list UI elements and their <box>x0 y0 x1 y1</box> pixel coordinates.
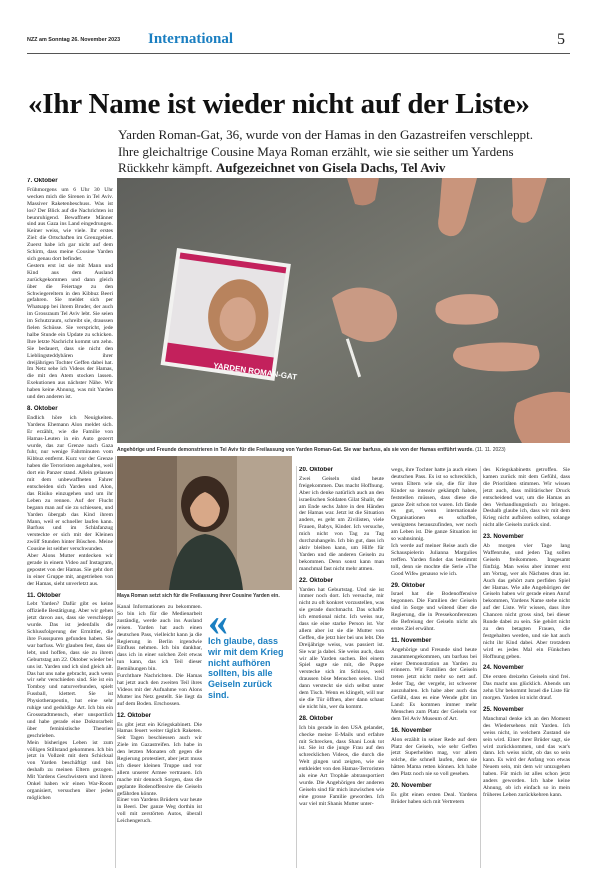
article-paragraph: Kanal Informationen zu bekommen. So bin ich für die Medienarbeit zuständig, werde auch ins Ausland reisen. Yarden hat auch einen deutschen Pass, vielleicht kann ja die Regierung in Berlin irgendwie Einfluss nehmen. Ich bin dankbar, dass ich in einer solchen Zeit etwas tun kann, das ich Teil dieser Bemühungen bin. <box>117 604 202 673</box>
maya-roman-illustration <box>117 456 292 590</box>
photo-caption-credit: (11. 11. 2023) <box>475 447 506 453</box>
text-column-4 <box>391 467 477 868</box>
headline: «Ihr Name ist wieder nicht auf der Liste» <box>28 88 530 120</box>
lead-text: Yarden Roman-Gat, 36, wurde von der Hamas in den Gazastreifen verschleppt. Ihre gleichaltrige Cousine Maya Roman erzählt, wie sie seither um Yardens Rückkehr kämpft. <box>118 127 533 175</box>
protest-photo-illustration <box>117 178 570 443</box>
date-heading: 11. Oktober <box>27 591 61 599</box>
article-paragraph: Endlich höre ich Neuigkeiten. Yardens Ehemann Alon meldet sich. Er erzählt, wie die Familie von Hamas-Leuten in ein Auto gezerrt wurde, das zur Grenze nach Gaza fuhr, nur wenige Fahrminuten vom Kibbuz entfernt. Kurz vor der Grenze haben die Terroristen angehalten, weil dort ein Panzer stand. Allein gelassen mit dem unbewaffneten Fahrer entscheiden sich Yarden und Alon, das Risiko einzugehen und um ihr Leben zu rennen. Auf der Flucht begann man auf sie zu schiessen, und Yarden übergab das Kind ihrem Mann, weil er schneller laufen kann. Barfuss und im Schlafanzug versteckte er sich mit der Kleinen zwölf Stunden hinter Büschen. Meine Cousine ist seither verschwunden. <box>27 414 113 553</box>
column-divider <box>115 456 116 868</box>
poster <box>161 248 291 381</box>
text-column-1 <box>27 178 113 868</box>
byline: Aufgezeichnet von Gisela Dachs, Tel Aviv <box>215 160 446 175</box>
section-title: International <box>148 31 234 47</box>
article-paragraph: Ich bin gerade in den USA gelandet, checke meine E-Mails und erfahre mit Schrecken, dass Shani Louk tot ist. Sie ist die junge Frau auf den schrecklichen Videos, die durch die Welt gingen und zeigten, wie sie entkleidet von den Hamas-Terroristen als eine Art Trophäe abtransportiert wurde. Die Angehörigen der anderen Geiseln sind für mich inzwischen wie eine grosse Familie geworden. Ich war viel mit Shanis Mutter unter- <box>299 724 384 807</box>
maya-roman-caption: Maya Roman setzt sich für die Freilassung ihrer Cousine Yarden ein. <box>117 593 280 599</box>
date-heading: 7. Oktober <box>27 178 58 184</box>
poster-name-text: YARDEN ROMAN-GAT <box>212 361 298 382</box>
quote-mark: « <box>208 599 228 644</box>
date-heading: 29. Oktober <box>391 581 426 589</box>
date-heading: 11. November <box>391 636 432 644</box>
article-paragraph: Gestern erst ist sie mit Mann und Kind aus dem Ausland zurückgekommen und dann gleich über die Feiertage zu den Schwiegereltern in den Kibbuz Beeri gefahren. Sie meldet sich per Whatsapp bei ihrem Bruder, der auch im Grossraum Tel Aviv lebt. Sie seien im Schutzraum, schreibt sie, draussen fielen Schüsse. Sie verspricht, jede halbe Stunde ein Update zu schicken. Ihre letzte Nachricht kommt um zehn. Sie bedauert, dass sie nicht den Lieblingsteddybären ihrer dreijährigen Tochter Geffen dabei hat. Im Netz sehe ich Videos der Hamas, die mit den Atem stocken lassen. Exekutionen aus nächster Nähe. Wir haben keine Ahnung, was mit Yarden und den anderen ist. <box>27 262 113 401</box>
article-paragraph: Es gibt jetzt ein Kriegskabinett. Die Hamas feuert weiter täglich Raketen. Seit Tagen beschiessen auch wir Ziele im Gazastreifen. Ich habe in den letzten Monaten oft gegen die Regierung protestiert, aber jetzt muss ich dieser kleinen Truppe und vor allem unserer Armee vertrauen. Ich mache mir dennoch Sorgen, dass die geplante Bodenoffensive die Geiseln gefährden könnte. <box>117 721 202 797</box>
article-paragraph: Aber Alons Mutter entdecken wir gerade in einem Video auf Instagram, gepostet von der Hamas. Sie geht dort in einer Gruppe mit, angetrieben von der Hamas, sieht unverletzt aus. <box>27 553 113 587</box>
text-column-3 <box>299 467 384 868</box>
date-heading: 28. Oktober <box>299 714 334 722</box>
date-heading: 12. Oktober <box>117 711 152 719</box>
article-paragraph: wegs, ihre Tochter hatte ja auch einen deutschen Pass. Es ist so schrecklich, wenn Eltern wie sie, die für ihre Kinder so intensiv gekämpft haben, feststellen müssen, dass diese die ganze Zeit schon tot waren. Ich fände es gut, wenn internationale Organisationen es schaffen, wenigstens herauszufinden, wer noch am Leben ist. Die ganze Situation ist so wahnsinnig. <box>391 467 477 543</box>
photo-caption <box>117 447 570 453</box>
date-heading: 20. November <box>391 782 432 790</box>
article-paragraph: Lebt Yarden? Dafür gibt es keine offizielle Bestätigung. Aber wir gehen jetzt davon aus, dass sie verschleppt wurde. Das ist jedenfalls die Schlussfolgerung der Ermittler, die ihre Fussspuren gefunden haben. Sie war barfuss. Wir glauben fest, dass sie lebt, und hoffen, dass sie zu ihrem Geburtstag am 22. Oktober wieder bei uns ist. Yarden und ich sind gleich alt. Das hat uns nahe gebracht, auch wenn wir sehr verschieden sind. Sie ist ein Tomboy und naturverbunden, spielt Fussball, klettert. Sie ist Physiotherapeutin, hat eine sehr ruhige und geduldige Art. Ich bin ein Grossstadtmensch, eher unsportlich und habe gerade eine Doktorarbeit über feministische Theorien geschrieben. <box>27 601 113 739</box>
article-paragraph: Alon erzählt in seiner Rede auf dem Platz der Geiseln, wie sehr Geffen jetzt Superhelden mag, vor allem solche, die schnell laufen, denn sie hätten Mama retten können. Ich habe den Platz noch nie so voll gesehen. <box>391 736 477 778</box>
column-divider <box>296 466 297 868</box>
lead-paragraph <box>118 127 548 177</box>
date-heading: 25. November <box>483 706 524 713</box>
article-paragraph: Die ersten dreizehn Geiseln sind frei. Das macht uns glücklich. Abends um zehn Uhr bekommt Israel die Liste für morgen. Yarden ist nicht drauf. <box>483 674 570 702</box>
date-heading: 23. November <box>483 533 524 541</box>
date-heading: 20. Oktober <box>299 467 334 473</box>
article-paragraph: Einer von Yardens Brüdern war heute in Beeri. Der ganze Weg dorthin ist voll mit zerstörten Autos, überall Leichengeruch. <box>117 797 202 825</box>
maya-roman-photo <box>117 456 292 590</box>
page-number: 5 <box>557 31 565 48</box>
article-paragraph: Yarden hat Geburtstag. Und sie ist immer noch dort. Ich versuche, mir nicht zu oft konkret vorzustellen, was sie gerade durchmacht. Das schaffe ich emotional nicht. Ich weiss nur, dass sie eine starke Person ist. Vor allem aber ist sie die Mutter von Geffen, die jetzt hier bei uns lebt. Die Dreijährige weiss, was passiert ist. Sie war ja dabei. Sie weiss auch, dass wir alle Yarden suchen. Bei einem Spiel sagte sie mit, die Puppe verstecke sich im Schloss, weil draussen böse Menschen seien. Und dann versteckt sie sich selbst unter dem Tisch. Wenn es klingelt, will nur sie die Tür öffnen, aber dann schaut sie nicht hin, wer da kommt. <box>299 586 384 710</box>
article-paragraph: Zwei Geiseln sind heute freigekommen. Das macht Hoffnung. Aber ich denke natürlich auch an den israelischen Soldaten Gilat Shalit, der am Ende sechs Jahre in den Händen der Hamas war. Jetzt ist die Situation anders, es geht um Zivilisten, viele Frauen, Babys, Kinder. Ich versuche, mich nicht von Tag zu Tag durchzuhangeln. Ich bin gut, dass ich aktiv bleiben kann, um Hilfe für Yarden und die anderen Geiseln zu bekommen. Denn sonst kann man manchmal fast nicht mehr atmen. <box>299 475 384 572</box>
date-heading: 16. November <box>391 726 432 734</box>
article-paragraph: des Kriegskabinetts getroffen. Sie kamen zurück mit dem Gefühl, dass die Prioritäten stimmen. Wir wissen jetzt auch, dass militärischer Druck entscheidend war, um die Hamas an den Verhandlungstisch zu bringen. Deshalb glaube ich, dass wir mit dem Krieg nicht aufhören sollten, solange nicht alle Geiseln zurück sind. <box>483 467 570 529</box>
date-heading: 24. November <box>483 664 524 672</box>
article-paragraph: Ab morgen vier Tage lang Waffenruhe, und jeden Tag sollen Geiseln freikommen. Insgesamt fünfzig. Man weiss aber immer erst am Vortag, wer als Nächstes dran ist. Auch das gehört zum perfiden Spiel der Hamas. Wie alle Angehörigen der Geiseln haben wir gerade einen Anruf bekommen, Yardens Name stehe nicht auf der Liste. Wir wissen, dass ihre Chancen nicht gross sind, bei dieser Runde dabei zu sein. Sie gehört nicht zu den betagten Frauen, die festgehalten werden, und sie hat auch nicht ihr Kind dabei. Aber trotzdem wird es jedes Mal ein Fünkchen Hoffnung geben. <box>483 543 570 660</box>
column-divider <box>480 466 481 868</box>
article-paragraph: Furchtbare Nachrichten. Die Hamas hat jetzt auch den zweiten Teil ihres Videos mit der Aufnahme von Alons Mutter ins Netz gestellt. Sie liegt da auf dem Boden. Erschossen. <box>117 673 202 707</box>
pull-quote: Ich glaube, dass wir mit dem Krieg nicht aufhören sollten, bis alle Geiseln zurück sind. <box>208 636 284 700</box>
date-heading: 8. Oktober <box>27 405 58 412</box>
article-paragraph: Israel hat die Bodenoffensive begonnen. Die Familien der Geiseln sind in Sorge und wütend über die Regierung, die in Pressekonferenzen die Befreiung der Geiseln nicht als erstes Ziel erwähnt. <box>391 591 477 632</box>
article-paragraph: Ich werde auf meiner Reise auch die Schauspielerin Julianna Margulies treffen. Yarden findet das bestimmt toll, denn sie mochte die Serie «The Good Wife» genauso wie ich. <box>391 542 477 577</box>
protest-photo <box>117 178 570 443</box>
publication-date: NZZ am Sonntag 26. November 2023 <box>27 37 121 43</box>
article-paragraph: Manchmal denke ich an den Moment des Wiedersehens mit Yarden. Ich weiss nicht, in welchem Zustand sie sein wird. Einer ihrer Brüder sagt, sie wird zurückkommen, und das war's dann. Ich weiss nicht, ob das so sein kann. Es wird der Anfang von etwas Neuem sein, mit dem wir umzugehen haben. Für mich ist alles schon jetzt anders geworden. Ich habe keine Ahnung, ob ich einfach so in mein früheres Leben zurückkehren kann. <box>483 715 570 798</box>
date-heading: 22. Oktober <box>299 576 334 584</box>
photo-caption-text: Angehörige und Freunde demonstrieren in Tel Aviv für die Freilassung von Yarden Roman-Gat. Sie war barfuss, als sie von der Hamas entführt wurde. <box>117 447 474 453</box>
article-paragraph: Mein bisheriges Leben ist zum völligen Stillstand gekommen. Ich bin jetzt in Vollzeit mit dem Schicksal von Yarden beschäftigt und bin deshalb zu meinen Eltern gezogen. Mit Yardens Geschwistern und ihrem Onkel haben wir einen War-Room organisiert, versuchen über jeden möglichen <box>27 739 113 801</box>
text-column-2 <box>117 604 202 868</box>
article-paragraph: Frühmorgens um 6 Uhr 30 Uhr wecken mich die Sirenen in Tel Aviv. Massiver Raketenbeschuss. Was ist los? Der Blick auf die Nachrichten ist beunruhigend. Bewaffnete Männer sind aus Gaza ins Land eingedrungen. Keiner weiss, wie viele. Ihr erstes Ziel: die Ortschaften im Grenzgebiet. Zuerst habe ich gar nicht auf dem Schirm, dass meine Cousine Yarden sich genau dort befindet. <box>27 186 113 262</box>
text-column-5 <box>483 467 570 868</box>
article-paragraph: Es gibt einen ersten Deal. Yardens Brüder haben sich mit Vertretern <box>391 791 477 805</box>
header-rule <box>27 53 570 54</box>
article-paragraph: Angehörige und Freunde sind heute zusammengekommen, um barfuss bei einer Demonstration an Yarden zu erinnern. Wir Familien der Geiseln treten jetzt nicht mehr so nett auf. Jeder Tag, der vergeht, ist schwerer auszuhalten. Ich habe aber auch das Gefühl, dass es eine Wende gibt im Land: Es kommen immer mehr Menschen zum Platz der Geiseln vor dem Tel Aviv Museum of Art. <box>391 646 477 722</box>
